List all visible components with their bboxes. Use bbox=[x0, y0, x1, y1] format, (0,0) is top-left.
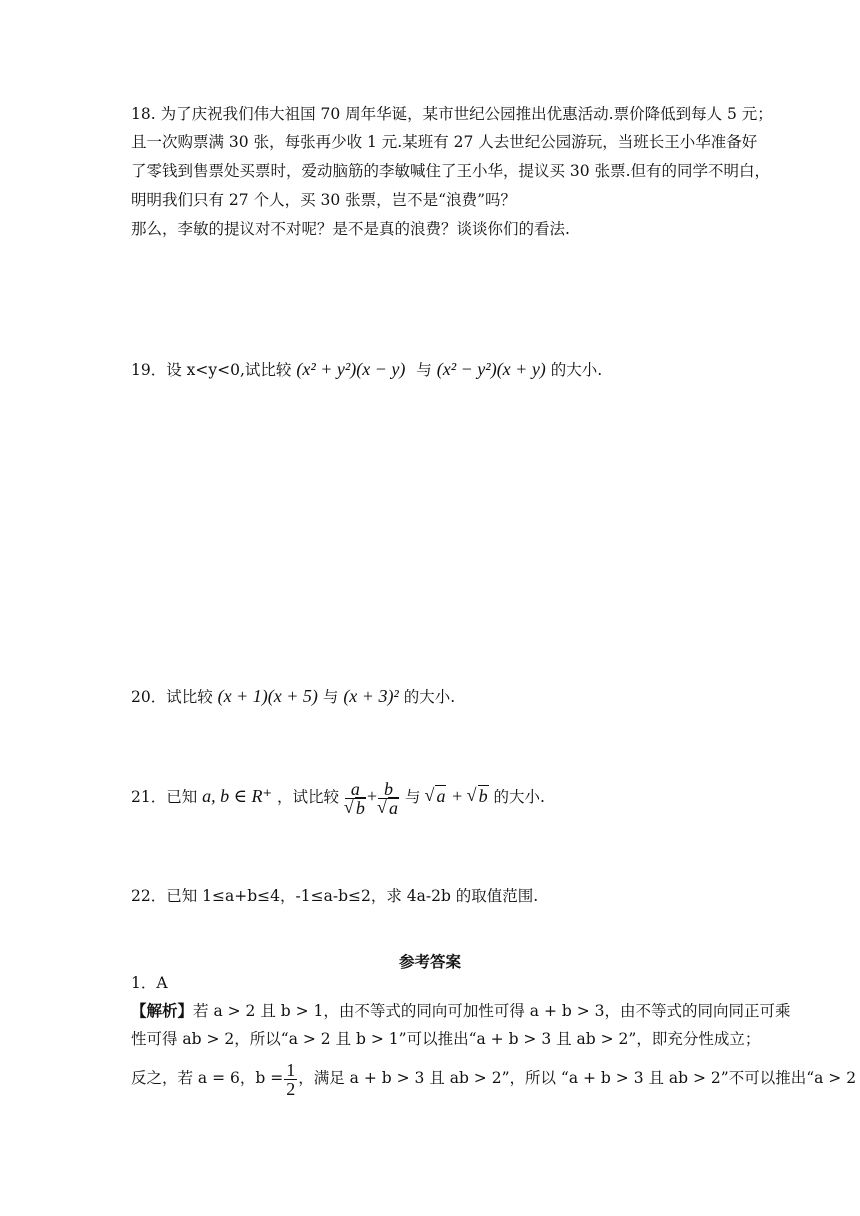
q21-condition: a, b ∈ R⁺ bbox=[202, 786, 272, 806]
q22-line: 22．已知 1≤a+b≤4，-1≤a-b≤2，求 4a-2b 的取值范围. bbox=[131, 887, 539, 905]
q18-line-4: 明明我们只有 27 个人，买 30 张票，岂不是“浪费”吗？ bbox=[131, 191, 517, 209]
q20-suffix: 的大小. bbox=[403, 688, 456, 706]
answer-explain-line-3 bbox=[131, 1059, 857, 1099]
q20-expr-2: (x + 3)² bbox=[343, 686, 399, 706]
q19-suffix: 的大小. bbox=[550, 361, 603, 379]
q18-line-1: 18. 为了庆祝我们伟大祖国 70 周年华诞，某市世纪公园推出优惠活动.票价降低到每人 5 元； bbox=[131, 105, 773, 123]
answer-item-1: 1．A bbox=[131, 974, 168, 992]
q20-prefix: 20．试比较 bbox=[131, 688, 213, 706]
answers-title: 参考答案 bbox=[398, 952, 461, 971]
answer-explain-line-1 bbox=[131, 1001, 791, 1021]
q21-prefix: 21．已知 bbox=[131, 788, 198, 806]
q18-line-2: 且一次购票满 30 张，每张再少收 1 元.某班有 27 人去世纪公园游玩，当班长王小华准备好 bbox=[131, 133, 758, 151]
q21-suffix: 的大小. bbox=[493, 788, 545, 806]
explain-text-3a: 反之，若 a = 6，b = bbox=[131, 1069, 284, 1087]
q19-line bbox=[131, 359, 741, 380]
q19-prefix: 19．设 x<y<0,试比较 bbox=[131, 361, 292, 379]
q19-mid: 与 bbox=[416, 361, 432, 379]
explain-text-3b: ，满足 a + b > 3 且 ab > 2”，所以 “a + b > 3 且 ab > 2”不可以推出“a > 2 bbox=[298, 1069, 857, 1087]
explain-label: 【解析】 bbox=[131, 1001, 194, 1020]
q21-fraction-a-over-sqrt-b: a √ b bbox=[345, 780, 366, 817]
explain-text-1: 若 a > 2 且 b > 1，由不等式的同向可加性可得 a + b > 3，由不等式的同向同正可乘 bbox=[193, 1002, 791, 1020]
q19-expr-2: (x² − y²)(x + y) bbox=[436, 359, 546, 379]
q21-sqrt-sum: √ a + √ b bbox=[425, 786, 488, 806]
q21-text-1: ，试比较 bbox=[276, 788, 339, 806]
q21-fraction-b-over-sqrt-a: b √ a bbox=[378, 780, 399, 817]
q21-line: 21．已知 a, b ∈ R⁺ ，试比较 a √ b + b √ a 与 √ a + √ b 的大小. bbox=[131, 776, 741, 817]
answer-explain-line-2: 性可得 ab > 2，所以“a > 2 且 b > 1”可以推出“a + b > 3 且 ab > 2”，即充分性成立； bbox=[131, 1030, 761, 1048]
fraction-one-half: $\frac{1}{2}$ bbox=[286, 1059, 296, 1099]
q20-line bbox=[131, 686, 741, 707]
q20-expr-1: (x + 1)(x + 5) bbox=[217, 686, 318, 706]
q20-mid: 与 bbox=[322, 688, 339, 706]
q21-mid: 与 bbox=[404, 788, 421, 806]
q19-expr-1: (x² + y²)(x − y) bbox=[296, 359, 406, 379]
q18-line-5: 那么，李敏的提议对不对呢？是不是真的浪费？谈谈你们的看法. bbox=[131, 220, 570, 238]
q18-line-3: 了零钱到售票处买票时，爱动脑筋的李敏喊住了王小华，提议买 30 张票.但有的同学不明白， bbox=[131, 162, 771, 180]
